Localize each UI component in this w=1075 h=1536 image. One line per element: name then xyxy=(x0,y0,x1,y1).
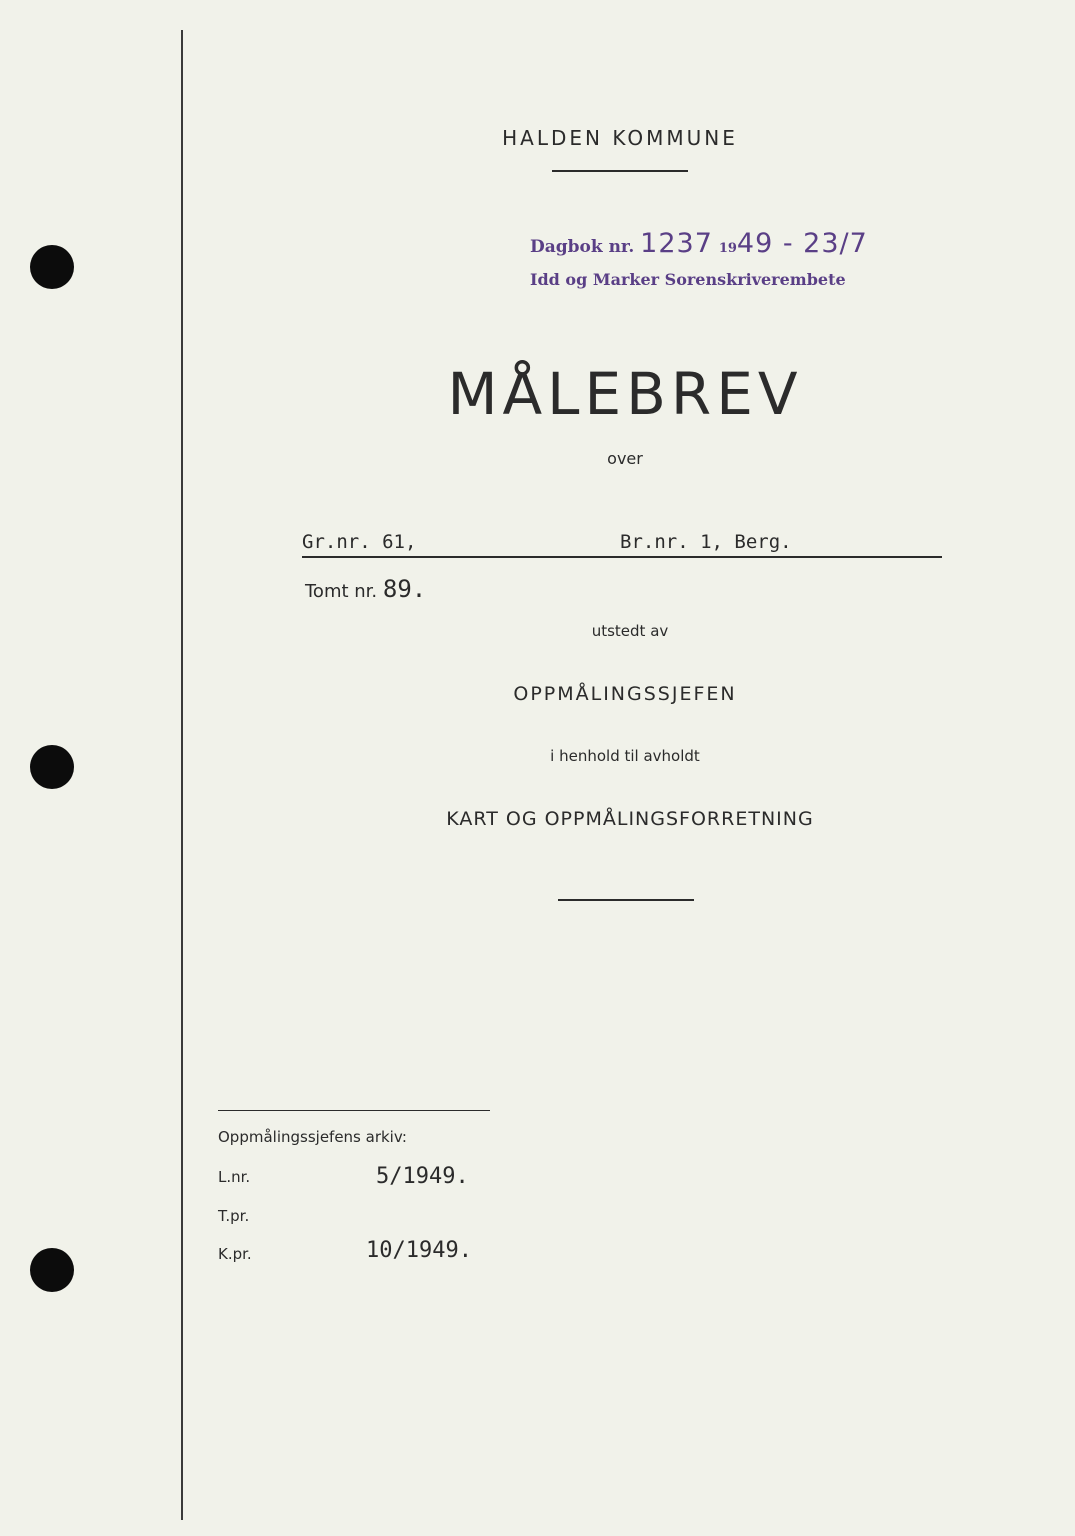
journal-stamp-line1 xyxy=(530,228,868,259)
archive-value-lnr: 5/1949. xyxy=(376,1164,469,1189)
closing-rule xyxy=(558,899,694,901)
tomt-number: 89. xyxy=(382,575,427,603)
issuer-heading: OPPMÅLINGSSJEFEN xyxy=(513,683,737,705)
issued-by-text: utstedt av xyxy=(591,622,669,640)
pursuant-text: i henhold til avholdt xyxy=(550,747,700,765)
archive-title: Oppmålingssjefens arkiv: xyxy=(218,1128,407,1146)
tomt-line xyxy=(305,575,426,603)
business-heading: KART OG OPPMÅLINGSFORRETNING xyxy=(446,808,814,830)
margin-line xyxy=(181,30,183,1520)
archive-label-kpr: K.pr. xyxy=(218,1245,252,1263)
archive-label-lnr: L.nr. xyxy=(218,1168,251,1186)
stamp-journal-number: 1237 xyxy=(640,228,713,259)
document-title: MÅLEBREV xyxy=(447,360,803,428)
punch-hole-top xyxy=(30,245,74,289)
archive-top-rule xyxy=(218,1110,490,1111)
gr-number: Gr.nr. 61, xyxy=(302,531,417,553)
over-text: over xyxy=(607,449,643,468)
br-number: Br.nr. 1, Berg. xyxy=(620,531,792,553)
archive-value-kpr: 10/1949. xyxy=(366,1238,472,1263)
punch-hole-bottom xyxy=(30,1248,74,1292)
municipality-heading: HALDEN KOMMUNE xyxy=(502,126,738,150)
punch-hole-middle xyxy=(30,745,74,789)
stamp-journal-label: Dagbok nr. xyxy=(530,237,635,257)
stamp-year-prefix: 19 xyxy=(718,241,737,256)
heading-underline xyxy=(552,170,688,172)
stamp-year-date: 49 - 23/7 xyxy=(736,228,868,259)
journal-stamp-line2: Idd og Marker Sorenskriverembete xyxy=(530,270,846,289)
property-underline xyxy=(302,556,942,558)
tomt-label: Tomt nr. xyxy=(305,581,378,602)
archive-label-tpr: T.pr. xyxy=(218,1207,250,1225)
